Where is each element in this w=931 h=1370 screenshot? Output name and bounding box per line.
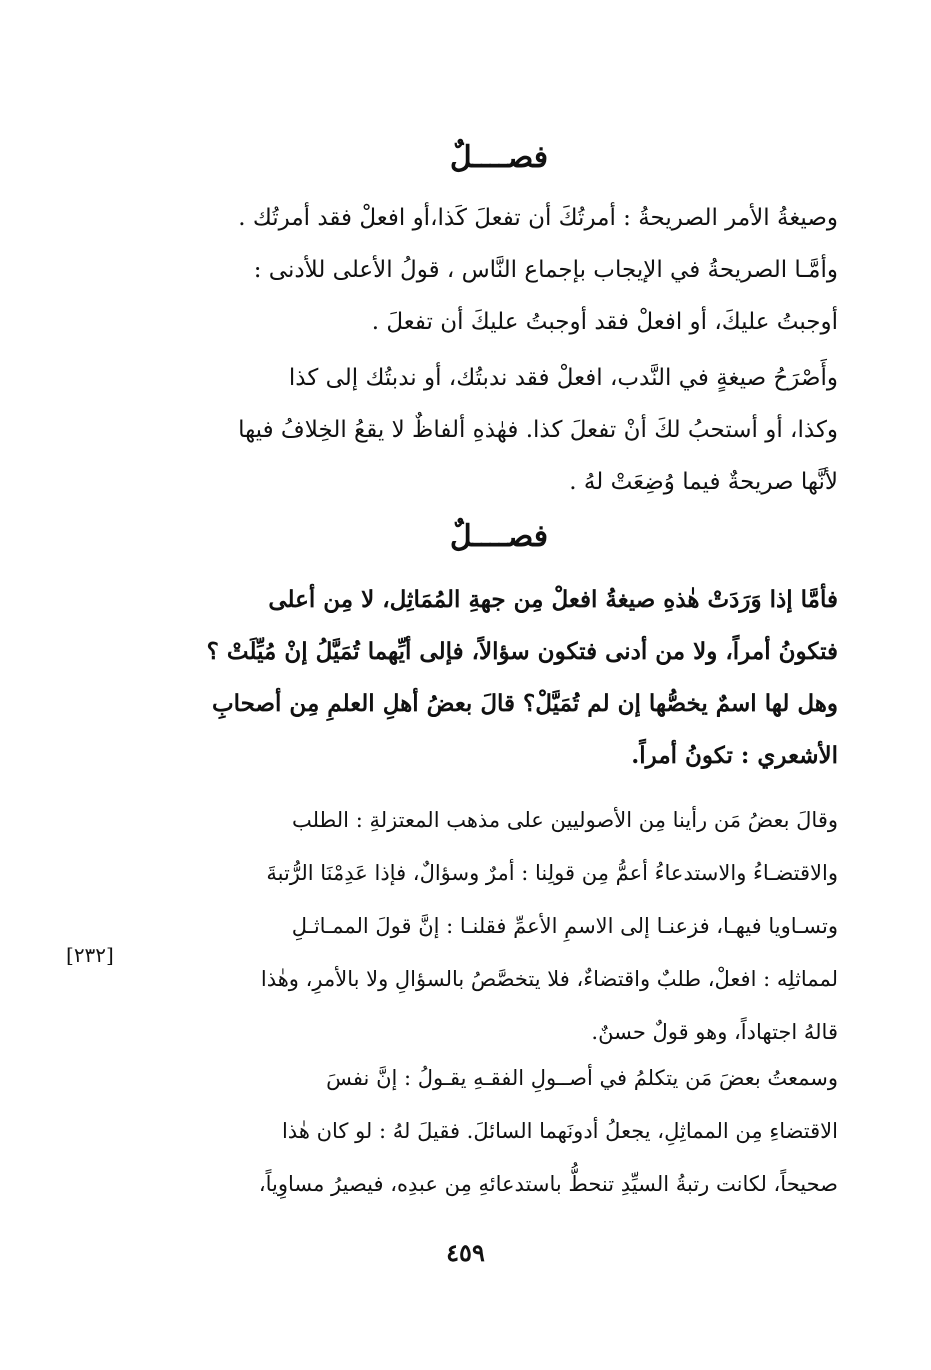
section-heading-2: فصــــلٌ <box>449 519 549 554</box>
text-line: وأمَّـا الصريحةُ في الإيجاب بإجماع النَّاس ، قولُ الأعلى للأدنى : <box>253 257 838 283</box>
paragraph-2 <box>160 352 838 508</box>
text-line: أوجبتُ عليكَ، أو افعلْ فقد أوجبتُ عليكَ أن تفعلَ . <box>371 309 838 335</box>
text-line: لأنَّها صريحةٌ فيما وُضِعَتْ لهُ . <box>569 469 838 495</box>
text-line: فتكونُ أمراً، ولا من أدنى فتكون سؤالاً، فإلى أيِّهما تُمَيَّلُ إنْ مُيِّلَتْ ؟ <box>206 638 838 665</box>
text-line: الاقتضاءِ مِن المماثِلِ، يجعلُ أدونَهما السائلَ. فقيلَ لهُ : لو كان هٰذا <box>281 1119 838 1143</box>
text-line: وكذا، أو أستحبُ لكَ أنْ تفعلَ كذا. فهٰذهِ ألفاظٌ لا يقعُ الخِلافُ فيها <box>238 417 838 443</box>
text-line: والاقتضـاءُ والاستدعاءُ أعمُّ مِن قولِنا : أمرٌ وسؤالٌ، فإذا عَدِمْنَا الرُّتبةَ <box>266 861 838 885</box>
paragraph-1 <box>160 192 838 348</box>
page-number: ٤٥٩ <box>446 1238 485 1267</box>
paragraph-5 <box>160 1052 838 1211</box>
text-line: الأشعري : تكونُ أمراً. <box>631 742 838 769</box>
text-line: وتسـاويا فيهـا، فزعنـا إلى الاسمِ الأعمِّ فقلنـا : إنَّ قولَ الممـاثـلِ <box>291 914 838 938</box>
text-line: قالهُ اجتهاداً، وهو قولٌ حسنٌ. <box>591 1020 838 1044</box>
text-line: لمماثلِه : افعلْ، طلبٌ واقتضاءٌ، فلا يتخصَّصُ بالسؤالِ ولا بالأمرِ، وهٰذا <box>260 967 838 991</box>
text-line: فأمَّا إذا وَرَدَتْ هٰذهِ صيغةُ افعلْ مِن جهةِ المُمَاثِل، لا مِن أعلى <box>268 586 838 613</box>
text-line: وسمعتُ بعضَ مَن يتكلمُ في أصــولِ الفقـهِ يقـولُ : إنَّ نفسَ <box>326 1066 838 1090</box>
text-line: وهل لها اسمٌ يخصُّها إن لم تُمَيَّلْ؟ قالَ بعضُ أهلِ العلمِ مِن أصحابِ <box>212 690 838 717</box>
section-heading-1: فصــــلٌ <box>449 140 549 175</box>
text-line: وأَصْرَحُ صيغةٍ في النَّدب، افعلْ فقد ندبتُك، أو ندبتُك إلى كذا <box>288 365 838 391</box>
paragraph-4 <box>160 794 838 1059</box>
margin-page-reference: [٢٣٢] <box>66 943 114 967</box>
text-line: صحيحاً، لكانت رتبةُ السيِّدِ تنحطُّ باستدعائهِ مِن عبدِه، فيصيرُ مساوِياً، <box>258 1172 838 1196</box>
paragraph-3 <box>160 574 838 782</box>
text-line: وصيغةُ الأمر الصريحةُ : أمرتُكَ أن تفعلَ كَذا،أو افعلْ فقد أمرتُك . <box>238 205 838 231</box>
text-line: وقالَ بعضُ مَن رأينا مِن الأصوليين على مذهب المعتزلةِ : الطلب <box>291 808 838 832</box>
